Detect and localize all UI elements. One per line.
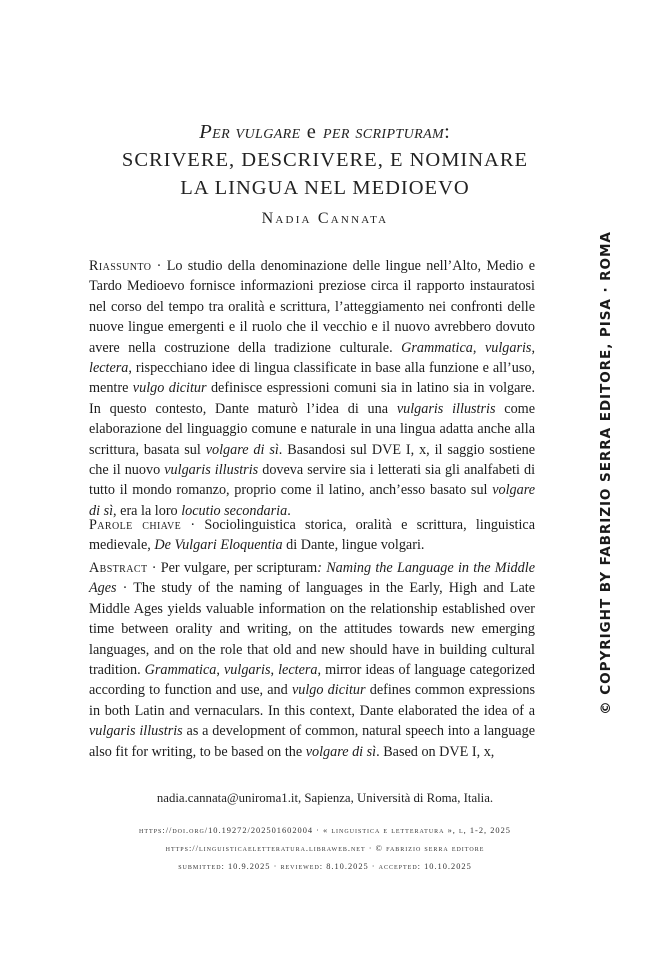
title-line-2: SCRIVERE, DESCRIVERE, E NOMINARE [121, 149, 529, 171]
author-affiliation: nadia.cannata@uniroma1.it, Sapienza, Università di Roma, Italia. [156, 791, 494, 805]
title-line-1: Per vulgare e per scripturam: [199, 121, 451, 143]
abstract-label: Abstract [89, 560, 148, 576]
keywords-label: Parole chiave [89, 517, 182, 533]
riassunto-paragraph: Riassunto · Lo studio della denominazione delle lingue nell’Alto, Medio e Tardo Medioevo fornisce informazioni preziose circa il rapporto instauratosi nel corso del tempo tra oralità e scrittura, l’atteggiamento nei confronti delle nuove lingue emergenti e il ruolo che il vecchio e il nuovo avrebbero dovuto avere nella costruzione della tradizione culturale. Grammatica, vulgaris, lectera, rispecchiano idee di lingua classificate in base alla funzione e all’uso, mentre vulgo dicitur definisce espressioni comuni sia in latino sia in volgare. In questo contesto, Dante maturò l’idea di una vulgaris illustris come elaborazione del linguaggio comune e naturale in una lingua adatta anche alla scrittura, basata sul volgare di sì. Basandosi sul DVE I, x, il saggio sostiene che il nuovo vulgaris illustris doveva servire sia i letterati sia gli analfabeti di tutto il mondo romanzo, proprio come il latino, anch’esso basato sul volgare di sì, era la loro locutio secondaria. [89, 258, 536, 519]
riassunto-label: Riassunto [89, 258, 152, 274]
title-line-3: LA LINGUA NEL MEDIOEVO [180, 177, 470, 199]
keywords-paragraph: Parole chiave · Sociolinguistica storica, oralità e scrittura, linguistica medievale, De Vulgari Eloquentia di Dante, lingue volgari. [89, 517, 535, 554]
copyright-notice [591, 231, 621, 715]
article-title [60, 118, 590, 202]
abstract-paragraph: Abstract · Per vulgare, per scripturam: Naming the Language in the Middle Ages · The study of the naming of languages in the Early, High and Late Middle Ages yields valuable information on the relationship established over time between orality and writing, on the attitudes towards new emerging languages, and on the role that old and new should have in building cultural tradition. Grammatica, vulgaris, lectera, mirror ideas of language categorized according to function and use, and vulgo dicitur defines common expressions in both Latin and vernaculars. In this context, Dante elaborated the idea of a vulgaris illustris as a development of common, natural speech into a language also fit for writing, to be based on the volgare di sì. Based on DVE I, x, [89, 560, 536, 760]
submission-dates-line: submitted: 10.9.2025 · reviewed: 8.10.2025 · accepted: 10.10.2025 [178, 862, 472, 871]
doi-line: https://doi.org/10.19272/202501602004 · « linguistica e letteratura », l, 1-2, 2025 [139, 826, 511, 835]
author-name: Nadia Cannata [261, 210, 389, 227]
copyright-text: © COPYRIGHT BY FABRIZIO SERRA EDITORE, PISA · ROMA [598, 231, 614, 715]
publisher-line: https://linguisticaeletteratura.libraweb.net · © fabrizio serra editore [165, 844, 485, 853]
